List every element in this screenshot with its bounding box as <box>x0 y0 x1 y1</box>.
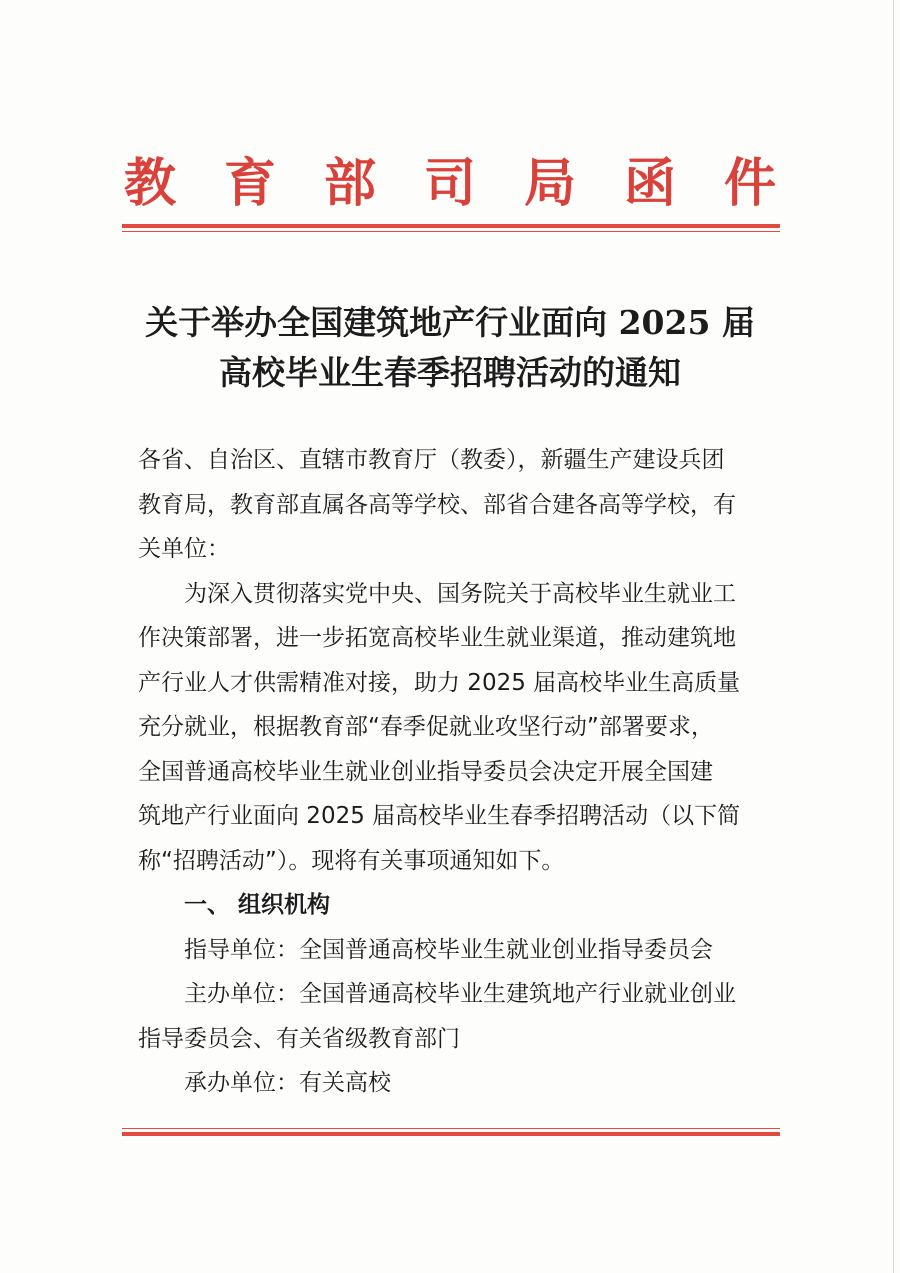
masthead-char: 育 <box>223 152 276 214</box>
document-title <box>120 298 780 398</box>
masthead-char: 局 <box>523 152 576 214</box>
host-unit-line-2: 指导委员会、有关省级教育部门 <box>138 1025 460 1052</box>
section-heading-organization: 一、 组织机构 <box>184 892 331 918</box>
addressee-line-1: 各省、自治区、直辖市教育厅（教委），新疆生产建设兵团 <box>138 447 725 473</box>
organizer-unit-line: 承办单位：有关高校 <box>184 1070 391 1096</box>
masthead-title <box>120 138 780 218</box>
rule-thin-line <box>122 231 780 232</box>
rule-thick-line <box>122 1132 780 1136</box>
rule-thick-line <box>122 224 780 228</box>
guide-unit-line: 指导单位：全国普通高校毕业生就业创业指导委员会 <box>184 936 713 963</box>
intro-line-3: 产行业人才供需精准对接，助力 2025 届高校毕业生高质量 <box>138 669 741 696</box>
rule-thin-line <box>122 1128 780 1129</box>
addressee-line-3: 关单位： <box>138 536 230 562</box>
host-unit-line-1: 主办单位：全国普通高校毕业生建筑地产行业就业创业 <box>184 981 736 1007</box>
footer-red-rule <box>122 1128 780 1136</box>
scan-edge-line <box>893 0 894 1273</box>
title-line-2: 高校毕业生春季招聘活动的通知 <box>219 353 681 392</box>
masthead-char: 部 <box>323 152 376 214</box>
intro-line-7: 称“招聘活动”）。现将有关事项通知如下。 <box>138 847 565 874</box>
addressee-line-2: 教育局，教育部直属各高等学校、部省合建各高等学校，有 <box>138 491 736 518</box>
masthead-char: 函 <box>623 152 676 214</box>
masthead-char: 司 <box>423 152 476 214</box>
masthead-char: 教 <box>123 152 176 214</box>
intro-line-1: 为深入贯彻落实党中央、国务院关于高校毕业生就业工 <box>184 580 736 607</box>
header-red-rule <box>122 224 780 232</box>
intro-line-6: 筑地产行业面向 2025 届高校毕业生春季招聘活动（以下简 <box>138 803 741 829</box>
intro-line-5: 全国普通高校毕业生就业创业指导委员会决定开展全国建 <box>138 758 713 785</box>
document-body <box>138 438 766 1106</box>
title-line-1: 关于举办全国建筑地产行业面向 2025 届 <box>145 303 755 342</box>
intro-line-2: 作决策部署，进一步拓宽高校毕业生就业渠道，推动建筑地 <box>138 625 736 651</box>
intro-line-4: 充分就业，根据教育部“春季促就业攻坚行动”部署要求， <box>138 714 714 740</box>
masthead-char: 件 <box>723 152 776 214</box>
